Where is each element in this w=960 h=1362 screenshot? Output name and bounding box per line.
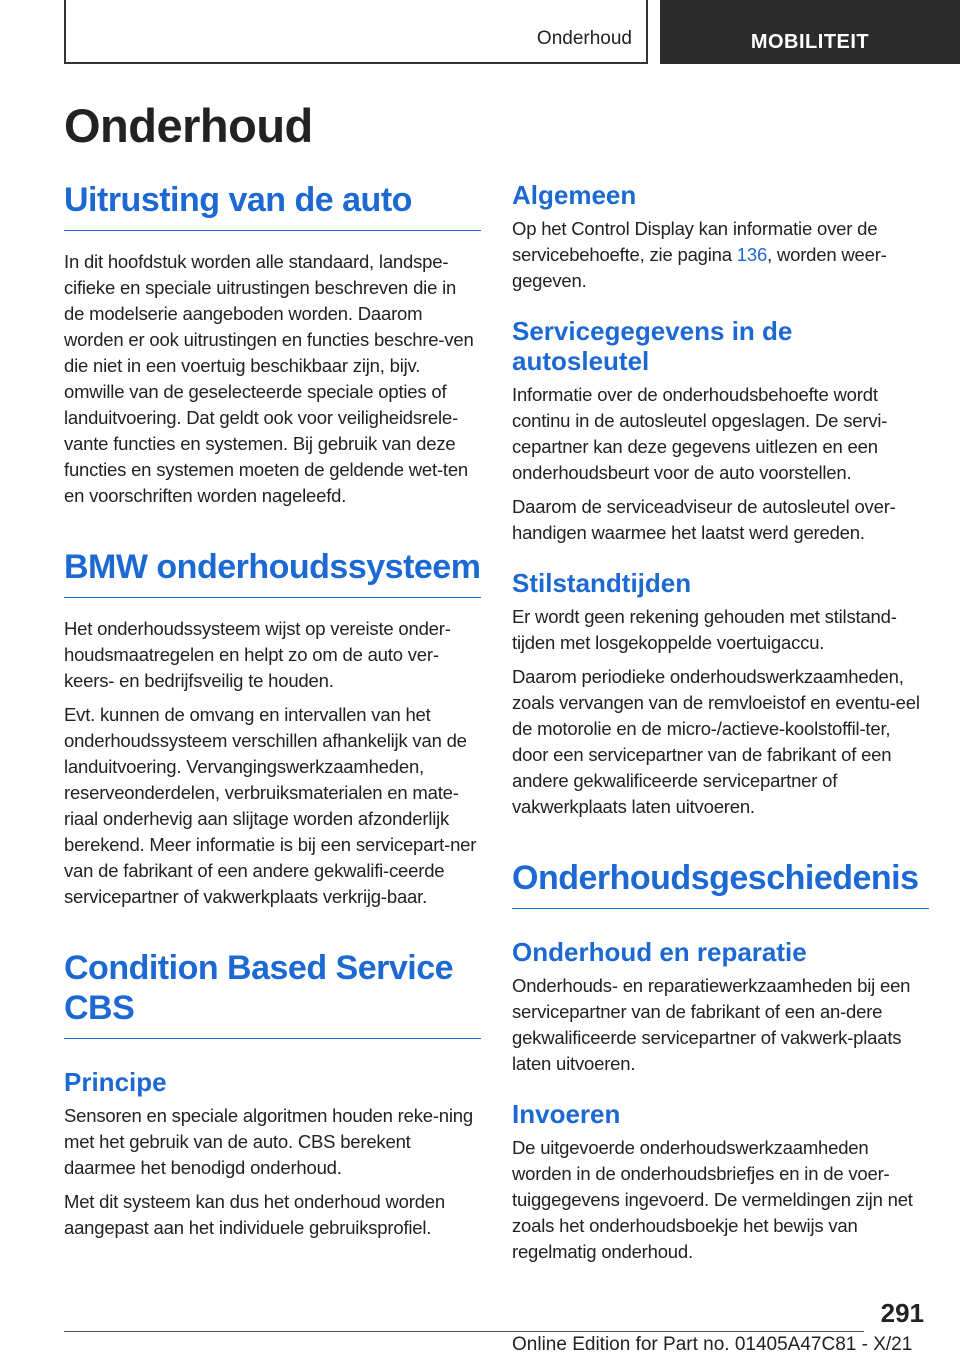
paragraph: Evt. kunnen de omvang en intervallen van het onderhoudssysteem verschillen afhankelijk van de landuitvoering. Vervangingswerkzaamheden, reserveonderdelen, verbruiksmaterialen en mate-riaal onderhevig aan slijtage worden afzonderlijk berekend. Meer informatie is bij een servicepart-ner van de fabrikant of een andere gekwalifi-ceerde servicepartner of vakwerkplaats verkrijg-baar. bbox=[64, 704, 477, 907]
page-number: 291 bbox=[880, 1298, 924, 1328]
paragraph: Informatie over de onderhoudsbehoefte wordt continu in de autosleutel opgeslagen. De servi-cepartner kan deze gegevens uitlezen en een onderhoudsbeurt voor de auto voorstellen. bbox=[512, 384, 888, 483]
paragraph: Er wordt geen rekening gehouden met stilstand-tijden met losgekoppelde voertuigaccu. bbox=[512, 606, 897, 653]
heading-cbs: Condition Based Service CBS bbox=[64, 948, 481, 1039]
header-chapter-tab: MOBILITEIT bbox=[660, 0, 960, 64]
subheading-onderhoud-en-reparatie: Onderhoud en reparatie bbox=[512, 937, 807, 967]
paragraph-text: , worden weer-gegeven. bbox=[512, 244, 887, 291]
paragraph-text: Op het Control Display kan informatie over de servicebehoefte, zie pagina bbox=[512, 218, 878, 265]
subheading-stilstandtijden: Stilstandtijden bbox=[512, 568, 692, 598]
right-column bbox=[512, 180, 929, 1273]
footer-edition: Online Edition for Part no. 01405A47C81 - X/21 bbox=[512, 1334, 913, 1355]
page-reference-link[interactable]: 136 bbox=[736, 244, 768, 265]
header-section-title: Onderhoud bbox=[536, 28, 632, 49]
subheading-servicegegevens: Servicegegevens in de autosleutel bbox=[512, 316, 793, 376]
subheading-invoeren: Invoeren bbox=[512, 1099, 621, 1129]
paragraph: Met dit systeem kan dus het onderhoud worden aangepast aan het individuele gebruiksprofiel. bbox=[64, 1191, 445, 1238]
heading-bmw-onderhoudssysteem: BMW onderhoudssysteem bbox=[64, 547, 481, 598]
page-title: Onderhoud bbox=[64, 99, 313, 152]
paragraph: In dit hoofdstuk worden alle standaard, landspe-cifieke en speciale uitrustingen beschreven die in de modelserie aangeboden worden. Daarom worden er ook uitrustingen en functies beschre-ven die niet in een voertuig beschikbaar zijn, bijv. omwille van de geselecteerde speciale opties of landuitvoering. Dat geldt ook voor veiligheidsrele-vante functies en systemen. Bij gebruik van deze functies en systemen moeten de geldende wet-ten en voorschriften worden nageleefd. bbox=[64, 251, 474, 506]
subheading-principe: Principe bbox=[64, 1067, 167, 1097]
footer-divider bbox=[64, 1331, 864, 1332]
paragraph: Daarom periodieke onderhoudswerkzaamheden, zoals vervangen van de remvloeistof en eventu-eel de motorolie en de micro-/actieve-koolstoffil-ter, door een servicepartner van de fabrikant of een andere gekwalificeerde servicepartner of vakwerkplaats laten uitvoeren. bbox=[512, 666, 920, 817]
header-frame bbox=[64, 0, 648, 64]
paragraph bbox=[512, 216, 929, 294]
paragraph: Onderhouds- en reparatiewerkzaamheden bij een servicepartner van de fabrikant of een an-dere gekwalificeerde servicepartner of vakwerk-plaats laten uitvoeren. bbox=[512, 975, 911, 1074]
paragraph: Het onderhoudssysteem wijst op vereiste onder-houdsmaatregelen en helpt zo om de auto ver-keers- en bedrijfsveilig te houden. bbox=[64, 618, 451, 691]
paragraph: Daarom de serviceadviseur de autosleutel over-handigen waarmee het laatst werd gereden. bbox=[512, 496, 896, 543]
heading-uitrusting: Uitrusting van de auto bbox=[64, 180, 481, 231]
paragraph: De uitgevoerde onderhoudswerkzaamheden worden in de onderhoudsbriefjes en in de voer-tuiggegevens ingevoerd. De vermeldingen zijn net zoals het onderhoudsboekje het bewijs van regelmatig onderhoud. bbox=[512, 1137, 913, 1262]
subheading-algemeen: Algemeen bbox=[512, 180, 637, 210]
heading-onderhoudsgeschiedenis: Onderhoudsgeschiedenis bbox=[512, 858, 929, 909]
left-column bbox=[64, 180, 481, 1249]
paragraph: Sensoren en speciale algoritmen houden reke-ning met het gebruik van de auto. CBS berekent daarmee het benodigd onderhoud. bbox=[64, 1105, 473, 1178]
